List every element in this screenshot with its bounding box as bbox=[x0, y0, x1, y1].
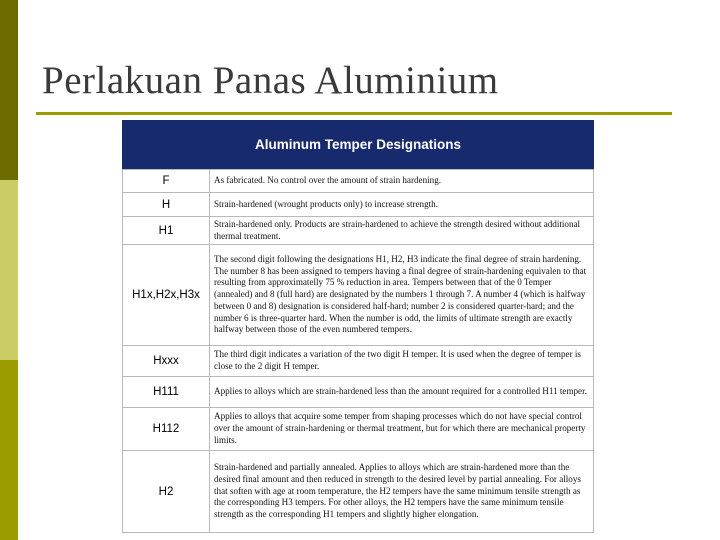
temper-description: Strain-hardened and partially annealed. Applies to alloys which are strain-hardened more than the desired final amount and then reduced in strength to the desired level by partial annealing. For alloys that soften with age at room temperature, the H2 tempers have the same minimum tensile strength as the corresponding H3 tempers. For other alloys, the H2 tempers have the same minimum tensile strength as the corresponding H1 tempers and slightly higher elongation. bbox=[210, 451, 594, 533]
slide-title: Perlakuan Panas Aluminium bbox=[42, 59, 499, 102]
temper-description: Strain-hardened only. Products are strain-hardened to achieve the strength desired without additional thermal treatment. bbox=[210, 217, 594, 245]
table-row bbox=[123, 245, 594, 346]
table-header: Aluminum Temper Designations bbox=[122, 120, 594, 169]
table-row bbox=[123, 170, 594, 193]
table-row bbox=[123, 193, 594, 217]
temper-description: Strain-hardened (wrought products only) to increase strength. bbox=[210, 193, 594, 217]
table-row bbox=[123, 451, 594, 533]
table-row bbox=[123, 346, 594, 377]
temper-code: H1x,H2x,H3x bbox=[123, 245, 210, 346]
temper-code: H111 bbox=[123, 377, 210, 408]
temper-description: The second digit following the designations H1, H2, H3 indicate the final degree of strain hardening. The number 8 has been assigned to tempers having a final degree of strain-hardening equivalen to that resulting from approximatelly 75 % reduction in area. Tempers between that of the 0 Temper (annealed) and 8 (full hard) are designated by the numbers 1 through 7. A number 4 (which is halfway between 0 and 8) designation is considered half-hard; number 2 is considered quarter-hard; and the number 6 is three-quarter hard. When the number is odd, the limits of ultimate strength are exactly halfway between those of the even numbered tempers. bbox=[210, 245, 594, 346]
temper-code: Hxxx bbox=[123, 346, 210, 377]
table-row bbox=[123, 377, 594, 408]
sidebar-band-bottom bbox=[0, 360, 18, 540]
table-row bbox=[123, 408, 594, 451]
table-row bbox=[123, 217, 594, 245]
temper-description: Applies to alloys that acquire some temper from shaping processes which do not have special control over the amount of strain-hardening or thermal treatment, but for which there are mechanical property limits. bbox=[210, 408, 594, 451]
temper-designations-figure bbox=[122, 120, 594, 533]
temper-code: H bbox=[123, 193, 210, 217]
temper-description: The third digit indicates a variation of the two digit H temper. It is used when the degree of temper is close to the 2 digit H temper. bbox=[210, 346, 594, 377]
temper-code: H1 bbox=[123, 217, 210, 245]
temper-table bbox=[122, 169, 594, 533]
sidebar-band-top bbox=[0, 0, 18, 180]
temper-code: H112 bbox=[123, 408, 210, 451]
sidebar-band-middle bbox=[0, 180, 18, 360]
temper-description: As fabricated. No control over the amount of strain hardening. bbox=[210, 170, 594, 193]
temper-description: Applies to alloys which are strain-hardened less than the amount required for a controlled H11 temper. bbox=[210, 377, 594, 408]
title-underline bbox=[36, 112, 672, 115]
temper-code: F bbox=[123, 170, 210, 193]
temper-code: H2 bbox=[123, 451, 210, 533]
